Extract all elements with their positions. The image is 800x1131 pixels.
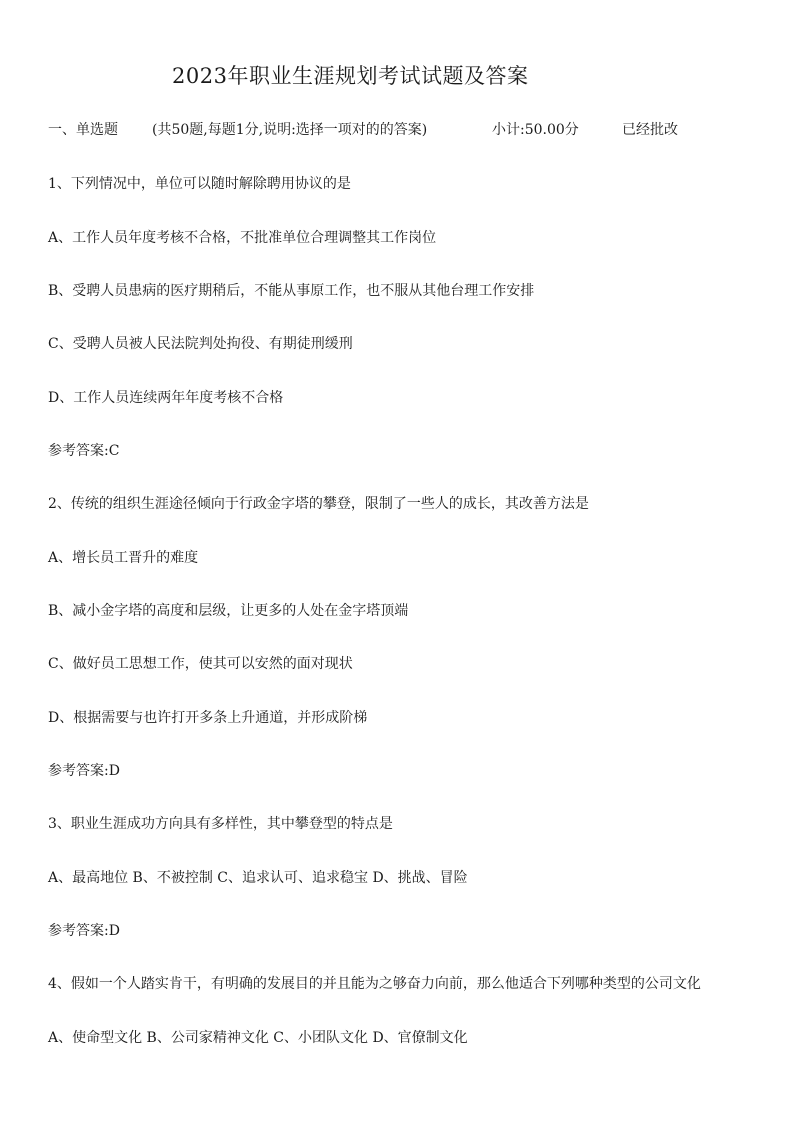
question-option: B、减小金字塔的高度和层级，让更多的人处在金字塔顶端 bbox=[48, 603, 409, 619]
question-option: A、使命型文化 B、公司家精神文化 C、小团队文化 D、官僚制文化 bbox=[48, 1030, 468, 1046]
section-name: 一、单选题 bbox=[48, 122, 118, 138]
section-status: 已经批改 bbox=[622, 122, 678, 138]
section-subtotal: 小计:50.00分 bbox=[492, 122, 579, 138]
question-option: A、增长员工晋升的难度 bbox=[48, 550, 199, 566]
section-info: (共50题,每题1分,说明:选择一项对的的答案) bbox=[152, 122, 428, 138]
question-option: D、根据需要与也许打开多条上升通道，并形成阶梯 bbox=[48, 710, 368, 726]
question-option: A、最高地位 B、不被控制 C、追求认可、追求稳宝 D、挑战、冒险 bbox=[48, 870, 468, 886]
answer-key: 参考答案:D bbox=[48, 763, 120, 779]
question-stem: 4、假如一个人踏实肯干，有明确的发展目的并且能为之够奋力向前，那么他适合下列哪种类型的公司文化 bbox=[48, 976, 701, 992]
answer-key: 参考答案:C bbox=[48, 443, 120, 459]
question-stem: 2、传统的组织生涯途径倾向于行政金字塔的攀登，限制了一些人的成长，其改善方法是 bbox=[48, 496, 589, 512]
question-option: C、受聘人员被人民法院判处拘役、有期徒刑缓刑 bbox=[48, 336, 353, 352]
question-option: A、工作人员年度考核不合格，不批准单位合理调整其工作岗位 bbox=[48, 230, 437, 246]
question-stem: 1、下列情况中，单位可以随时解除聘用协议的是 bbox=[48, 176, 351, 192]
question-option: C、做好员工思想工作，使其可以安然的面对现状 bbox=[48, 656, 353, 672]
question-stem: 3、职业生涯成功方向具有多样性，其中攀登型的特点是 bbox=[48, 816, 393, 832]
page-title: 2023年职业生涯规划考试试题及答案 bbox=[172, 64, 529, 88]
answer-key: 参考答案:D bbox=[48, 923, 120, 939]
question-option: B、受聘人员患病的医疗期稍后，不能从事原工作，也不服从其他台理工作安排 bbox=[48, 283, 535, 299]
question-option: D、工作人员连续两年年度考核不合格 bbox=[48, 390, 284, 406]
